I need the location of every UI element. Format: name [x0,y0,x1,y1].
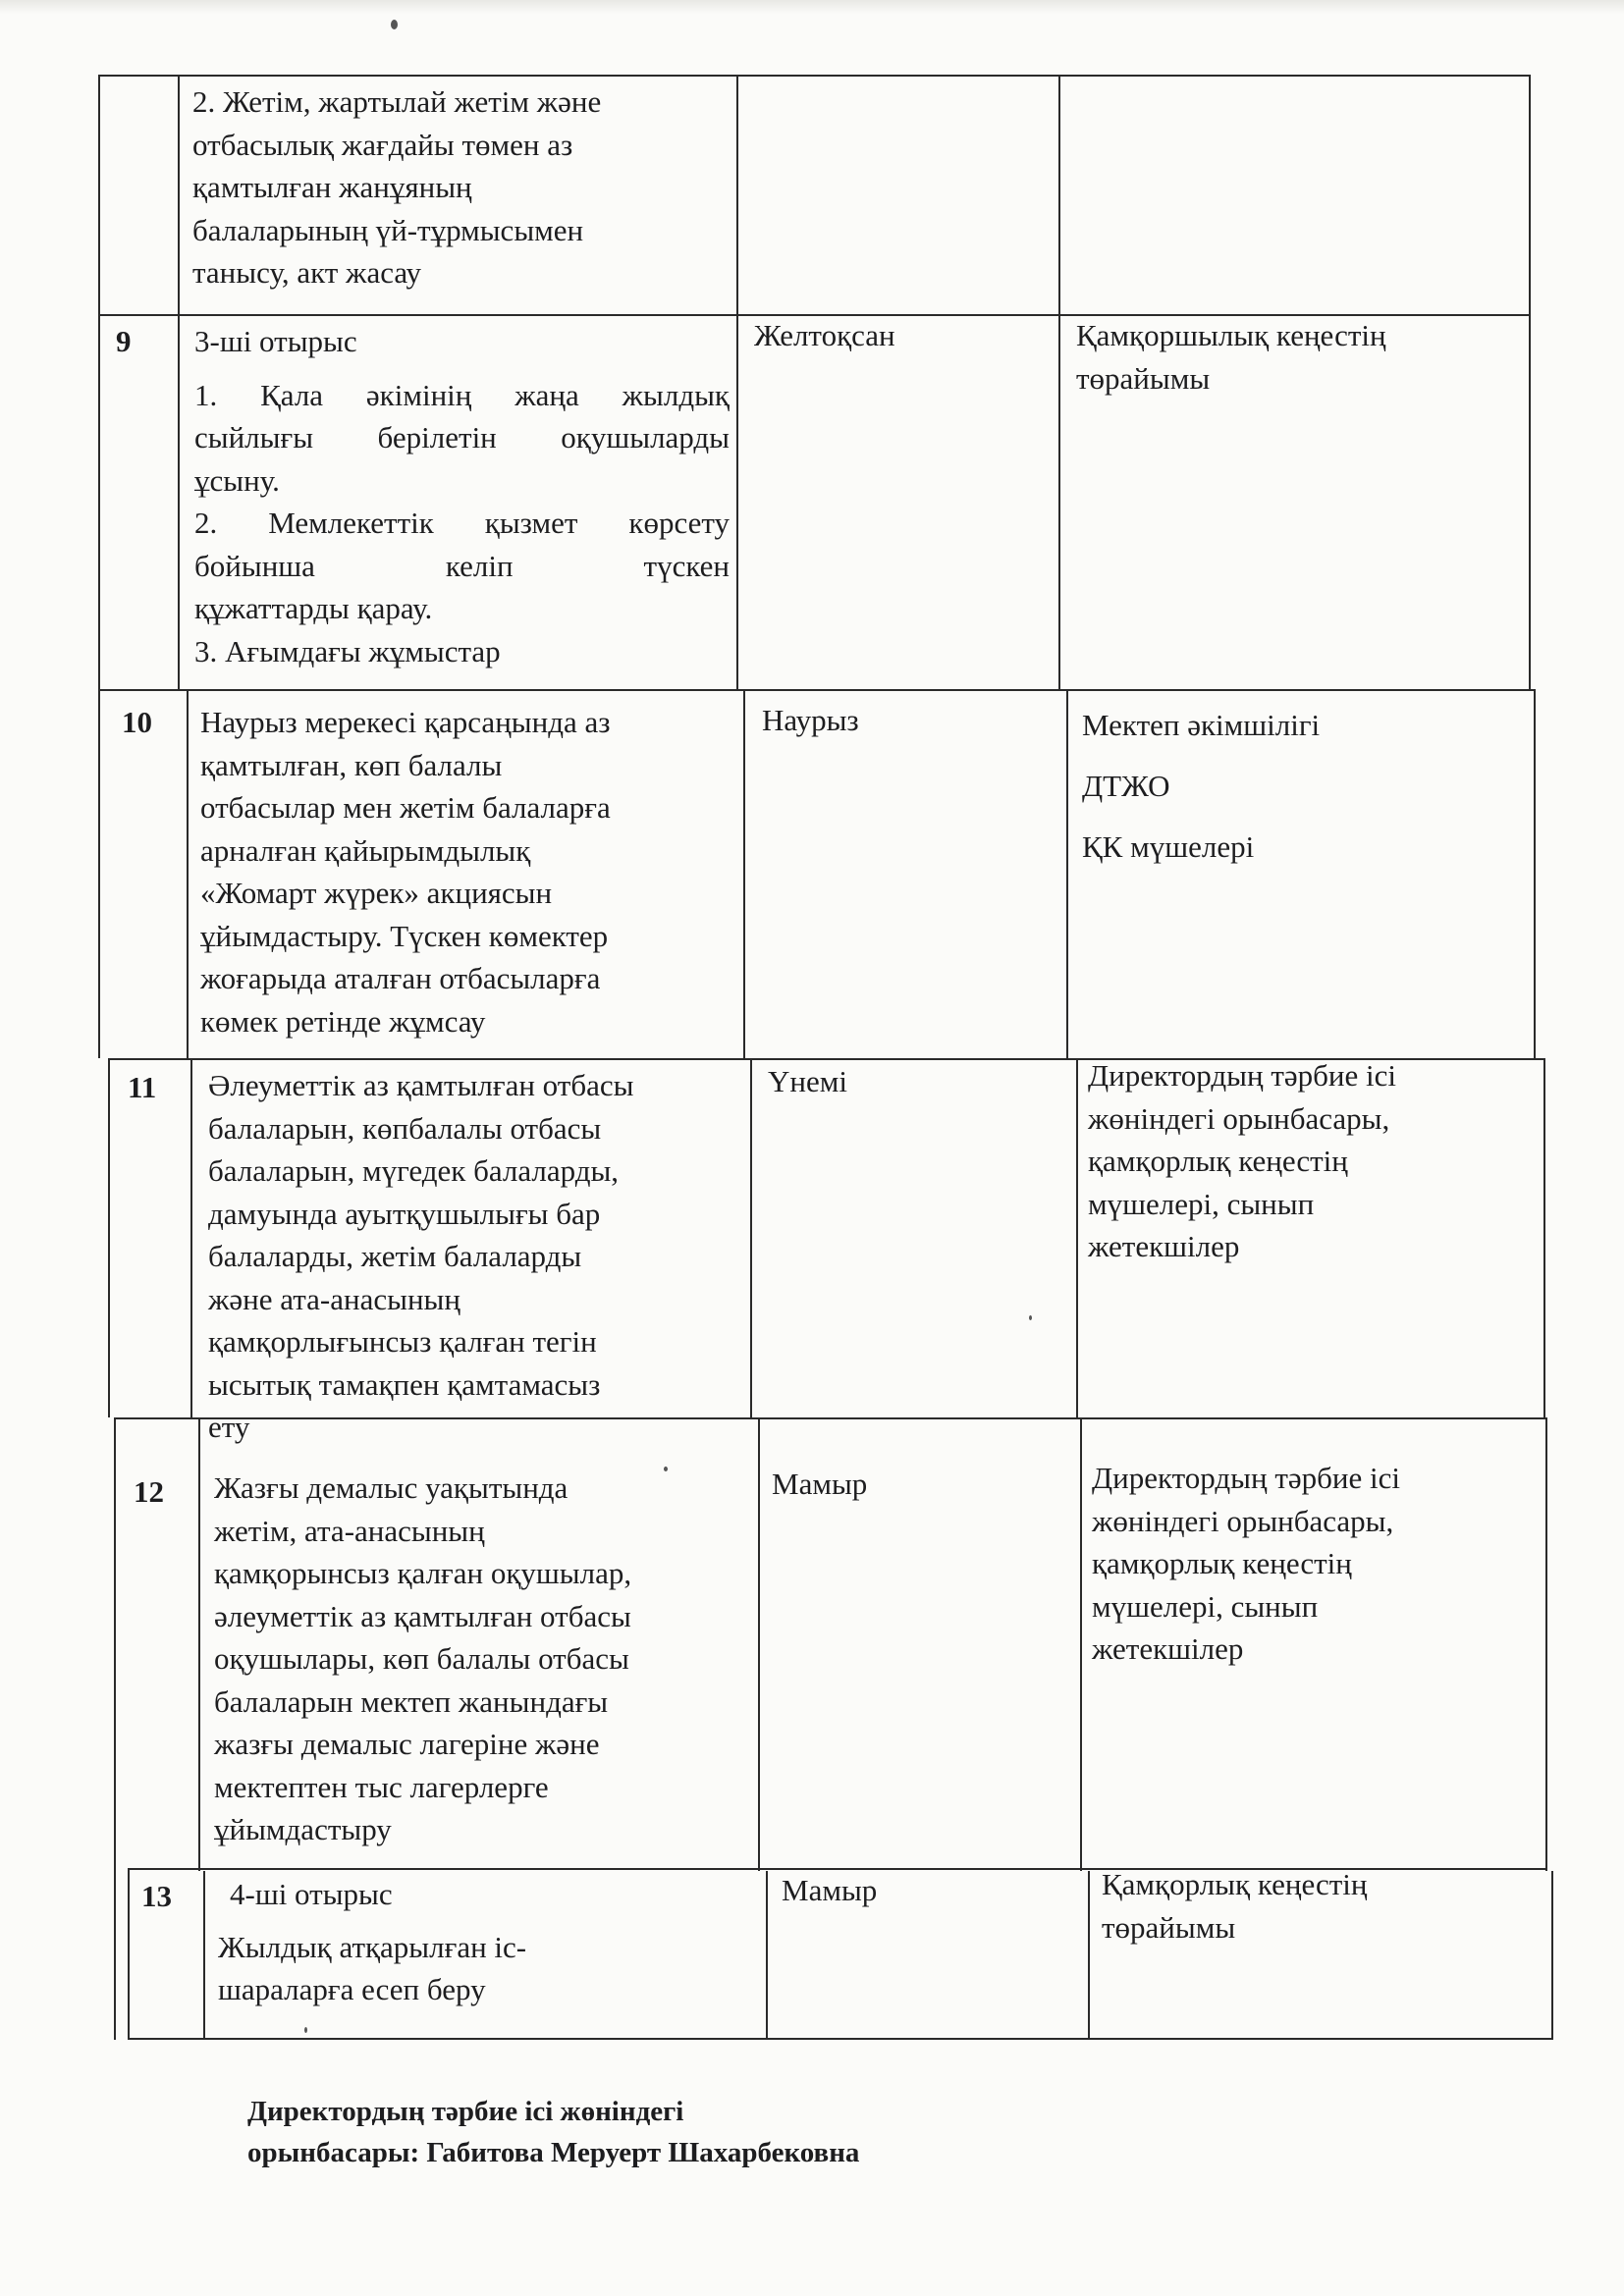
row-responsible [1082,695,1524,878]
responsible-line: қамқорлық кеңестің [1092,1546,1352,1580]
row-content-line: балаларын мектеп жанындағы [214,1683,609,1719]
responsible-line: Мектеп әкімшілігі [1082,708,1321,742]
table-row [208,1064,743,1449]
table-row [192,80,723,294]
table-col-divider [750,1058,752,1417]
row-number: 11 [128,1070,157,1104]
row-period: Наурыз [762,703,859,737]
row-responsible [1076,314,1518,400]
table-border-left [128,1871,130,2040]
responsible-line: Директордың тәрбие ісі [1088,1058,1396,1093]
row-content-line: ысытық тамақпен қамтамасыз [208,1366,601,1402]
row-content-line: қамтылған жанұяның [192,170,472,204]
row-content-line: Жылдық атқарылған іс- [218,1929,527,1964]
table-col-divider [1066,689,1068,1058]
row-content-line: балаларының үй-тұрмысымен [192,212,584,247]
table-col-divider [198,1417,200,1871]
table-row [214,1467,749,1851]
responsible-line: қамқорлық кеңестің [1088,1144,1348,1178]
table-border-right [1543,1058,1545,1417]
row-content-line: 2. Мемлекеттік қызмет көрсету [194,506,730,540]
row-period: Желтоқсан [754,318,895,352]
row-content-line: шараларға есеп беру [218,1972,486,2006]
row-content-line: бойынша келіп түскен [194,548,730,583]
row-content-line: арналған қайырымдылық [200,832,531,868]
responsible-line: ДТЖО [1082,769,1170,803]
table-col-divider [1058,75,1060,689]
row-content-line: құжаттарды қарау. [194,591,433,625]
row-content-line: жоғарыда аталған отбасыларға [200,961,601,995]
table-border-right [1551,1871,1553,2040]
row-content-line: жазғы демалыс лагеріне және [214,1727,600,1761]
row-content-line: ұйымдастыру [214,1812,392,1846]
row-responsible [1088,1054,1530,1268]
row-content-line: Әлеуметтік аз қамтылған отбасы [208,1068,634,1102]
responsible-line: Қамқоршылық кеңестің [1076,318,1386,352]
row-content-line: дамуында ауытқушылығы бар [208,1196,601,1231]
row-content-line: әлеуметтік аз қамтылған отбасы [214,1598,631,1633]
row-content-line: «Жомарт жүрек» акциясын [200,876,553,910]
table-col-divider [1076,1058,1078,1417]
table-border-top [98,75,1531,77]
row-number: 12 [134,1474,164,1509]
table-col-divider [203,1871,205,2040]
row-content-line: жетім, ата-анасының [214,1513,485,1548]
responsible-line: мүшелері, сынып [1088,1186,1315,1221]
responsible-line: жөніндегі орынбасары, [1092,1503,1394,1538]
row-content-line: 4-ші отырыс [230,1877,393,1911]
row-number: 9 [116,324,132,358]
signature-line: орынбасары: Габитова Меруерт Шахарбековна [247,2137,860,2168]
row-content-line: оқушылары, көп балалы отбасы [214,1641,629,1676]
table-border-right [1529,75,1531,689]
row-content-line: балаларын, көпбалалы отбасы [208,1110,602,1146]
row-content-line: 2. Жетім, жартылай жетім және [192,84,602,119]
responsible-line: ҚК мүшелері [1082,829,1255,864]
row-content-line: танысу, акт жасау [192,255,422,290]
signature-line: Директордың тәрбие ісі жөніндегі [247,2096,684,2127]
table-col-divider [1080,1417,1082,1871]
row-number: 13 [141,1879,172,1913]
row-period: Үнемі [768,1064,847,1098]
responsible-line: төрайымы [1102,1909,1236,1945]
responsible-line: жөніндегі орынбасары, [1088,1100,1390,1136]
row-content-line: және ата-анасының [208,1281,460,1316]
row-content-line: қамқорлығынсыз қалған тегін [208,1324,597,1359]
table-col-divider [190,1058,192,1417]
responsible-line: жетекшілер [1092,1631,1244,1666]
table-col-divider [743,689,745,1058]
table-col-divider [766,1871,768,2040]
row-content-line: 3. Ағымдағы жұмыстар [194,633,501,668]
table-row-divider [98,689,1536,691]
row-content-line: сыйлығы берілетін оқушыларды [194,420,730,454]
row-content-line: қамтылған, көп балалы [200,747,503,782]
responsible-line: төрайымы [1076,360,1211,396]
table-row [200,701,735,1042]
responsible-line: Қамқорлық кеңестің [1102,1867,1368,1901]
table-col-divider [178,75,180,689]
row-content-line: отбасылық жағдайы төмен аз [192,127,573,162]
row-content-line: отбасылар мен жетім балаларға [200,790,611,825]
row-content-line: Наурыз мерекесі қарсаңында аз [200,705,611,739]
row-number: 10 [122,705,152,739]
row-content-line: көмек ретінде жұмсау [200,1003,486,1039]
row-content-line: ұсыну. [194,462,280,498]
row-responsible [1102,1863,1543,1949]
responsible-line: жетекшілер [1088,1229,1240,1263]
table-border-left [98,75,100,1058]
table-col-divider [758,1417,760,1871]
table-border-bottom [128,2038,1553,2040]
row-content-line: балаларын, мүгедек балаларды, [208,1153,620,1188]
row-responsible [1092,1457,1534,1671]
table-border-right [1545,1417,1547,1871]
row-period: Мамыр [782,1873,878,1907]
row-content-line: балаларды, жетім балаларды [208,1239,582,1273]
responsible-line: мүшелері, сынып [1092,1588,1319,1624]
row-content-line: ету [208,1410,250,1444]
row-content-line: қамқорынсыз қалған оқушылар, [214,1556,632,1590]
row-content-line: Жазғы демалыс уақытында [214,1470,568,1505]
table-border-left [114,1417,116,2040]
signature-block [247,2091,859,2173]
table-col-divider [1088,1871,1090,2040]
row-content-line: ұйымдастыру. Түскен көмектер [200,918,609,953]
row-content-line: 1. Қала әкімінің жаңа жылдық [194,377,730,412]
row-period: Мамыр [772,1467,868,1501]
row-content-line: 3-ші отырыс [194,324,357,358]
table-border-right [1534,689,1536,1058]
table-row [194,320,730,672]
table-border-left [108,1058,110,1417]
row-content-line: мектептен тыс лагерлерге [214,1769,549,1804]
table-col-divider [736,75,738,689]
table-row [218,1873,753,2011]
table-col-divider [187,689,189,1058]
responsible-line: Директордың тәрбие ісі [1092,1461,1400,1495]
